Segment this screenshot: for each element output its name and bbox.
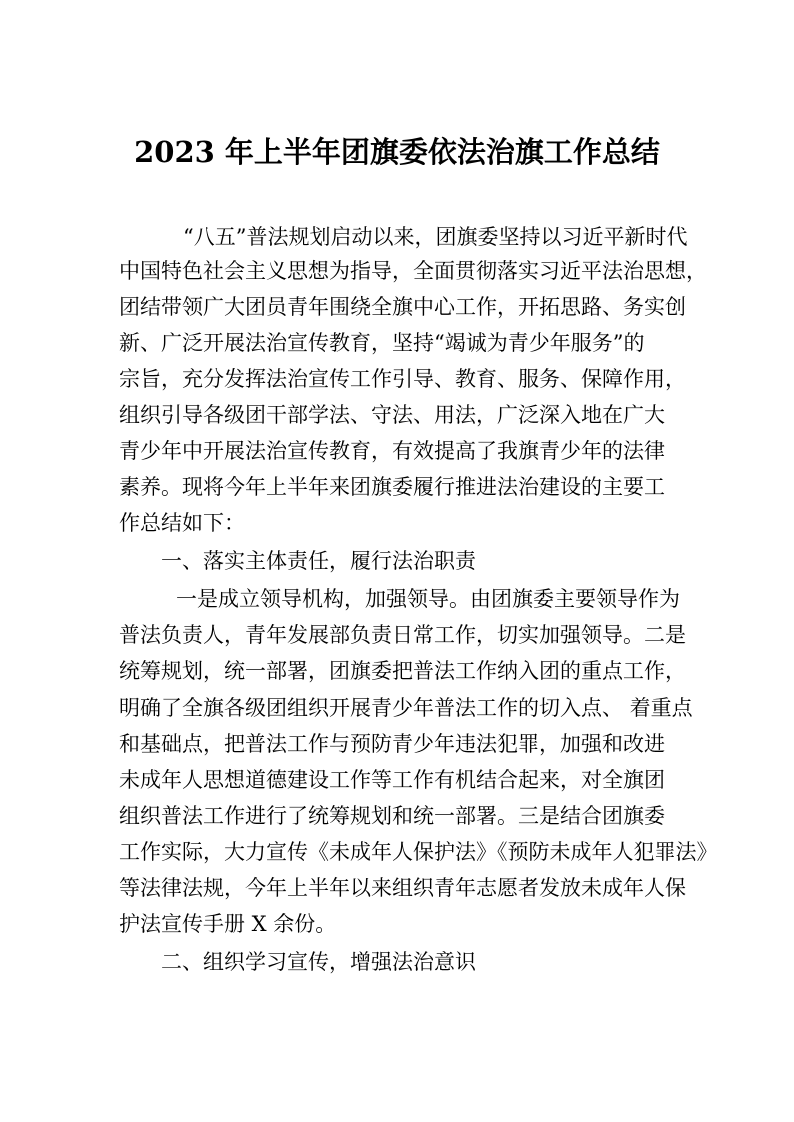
paragraph-2-line-10: 护法宣传手册 X 余份。 <box>119 912 337 936</box>
paragraph-1-line-1: “八五”普法规划启动以来，团旗委坚持以习近平新时代 <box>183 225 688 249</box>
section-heading-2: 二、组织学习宣传，增强法治意识 <box>161 950 476 974</box>
paragraph-1-line-3: 团结带领广大团员青年围绕全旗中心工作，开拓思路、务实创 <box>119 295 686 319</box>
paragraph-2-line-2: 普法负责人，青年发展部负责日常工作，切实加强领导。二是 <box>119 623 686 647</box>
paragraph-2-line-7: 组织普法工作进行了统筹规划和统一部署。三是结合团旗委 <box>119 804 665 828</box>
paragraph-1-line-5: 宗旨，充分发挥法治宣传工作引导、教育、服务、保障作用， <box>119 367 686 391</box>
section-heading-1: 一、落实主体责任，履行法治职责 <box>161 549 476 573</box>
paragraph-1-line-8: 素养。现将今年上半年来团旗委履行推进法治建设的主要工 <box>119 475 665 499</box>
paragraph-1-line-4: 新、广泛开展法治宣传教育，坚持“竭诚为青少年服务”的 <box>119 331 645 355</box>
paragraph-2-line-1: 一是成立领导机构，加强领导。由团旗委主要领导作为 <box>176 587 680 611</box>
paragraph-1-line-9: 作总结如下： <box>119 511 245 535</box>
paragraph-1-line-2: 中国特色社会主义思想为指导，全面贯彻落实习近平法治思想， <box>119 259 707 283</box>
paragraph-2-line-8: 工作实际，大力宣传《未成年人保护法》《预防未成年人犯罪法》 <box>119 840 718 864</box>
paragraph-2-line-6: 未成年人思想道德建设工作等工作有机结合起来，对全旗团 <box>119 768 665 792</box>
paragraph-2-line-5: 和基础点，把普法工作与预防青少年违法犯罪，加强和改进 <box>119 732 665 756</box>
paragraph-1-line-6: 组织引导各级团干部学法、守法、用法，广泛深入地在广大 <box>119 403 665 427</box>
paragraph-2-line-4: 明确了全旗各级团组织开展青少年普法工作的切入点、 着重点 <box>119 696 693 720</box>
paragraph-2-line-3: 统筹规划，统一部署，团旗委把普法工作纳入团的重点工作， <box>119 659 686 683</box>
document-title: 2023 年上半年团旗委依法治旗工作总结 <box>134 135 660 169</box>
paragraph-1-line-7: 青少年中开展法治宣传教育，有效提高了我旗青少年的法律 <box>119 439 665 463</box>
paragraph-2-line-9: 等法律法规，今年上半年以来组织青年志愿者发放未成年人保 <box>119 876 686 900</box>
